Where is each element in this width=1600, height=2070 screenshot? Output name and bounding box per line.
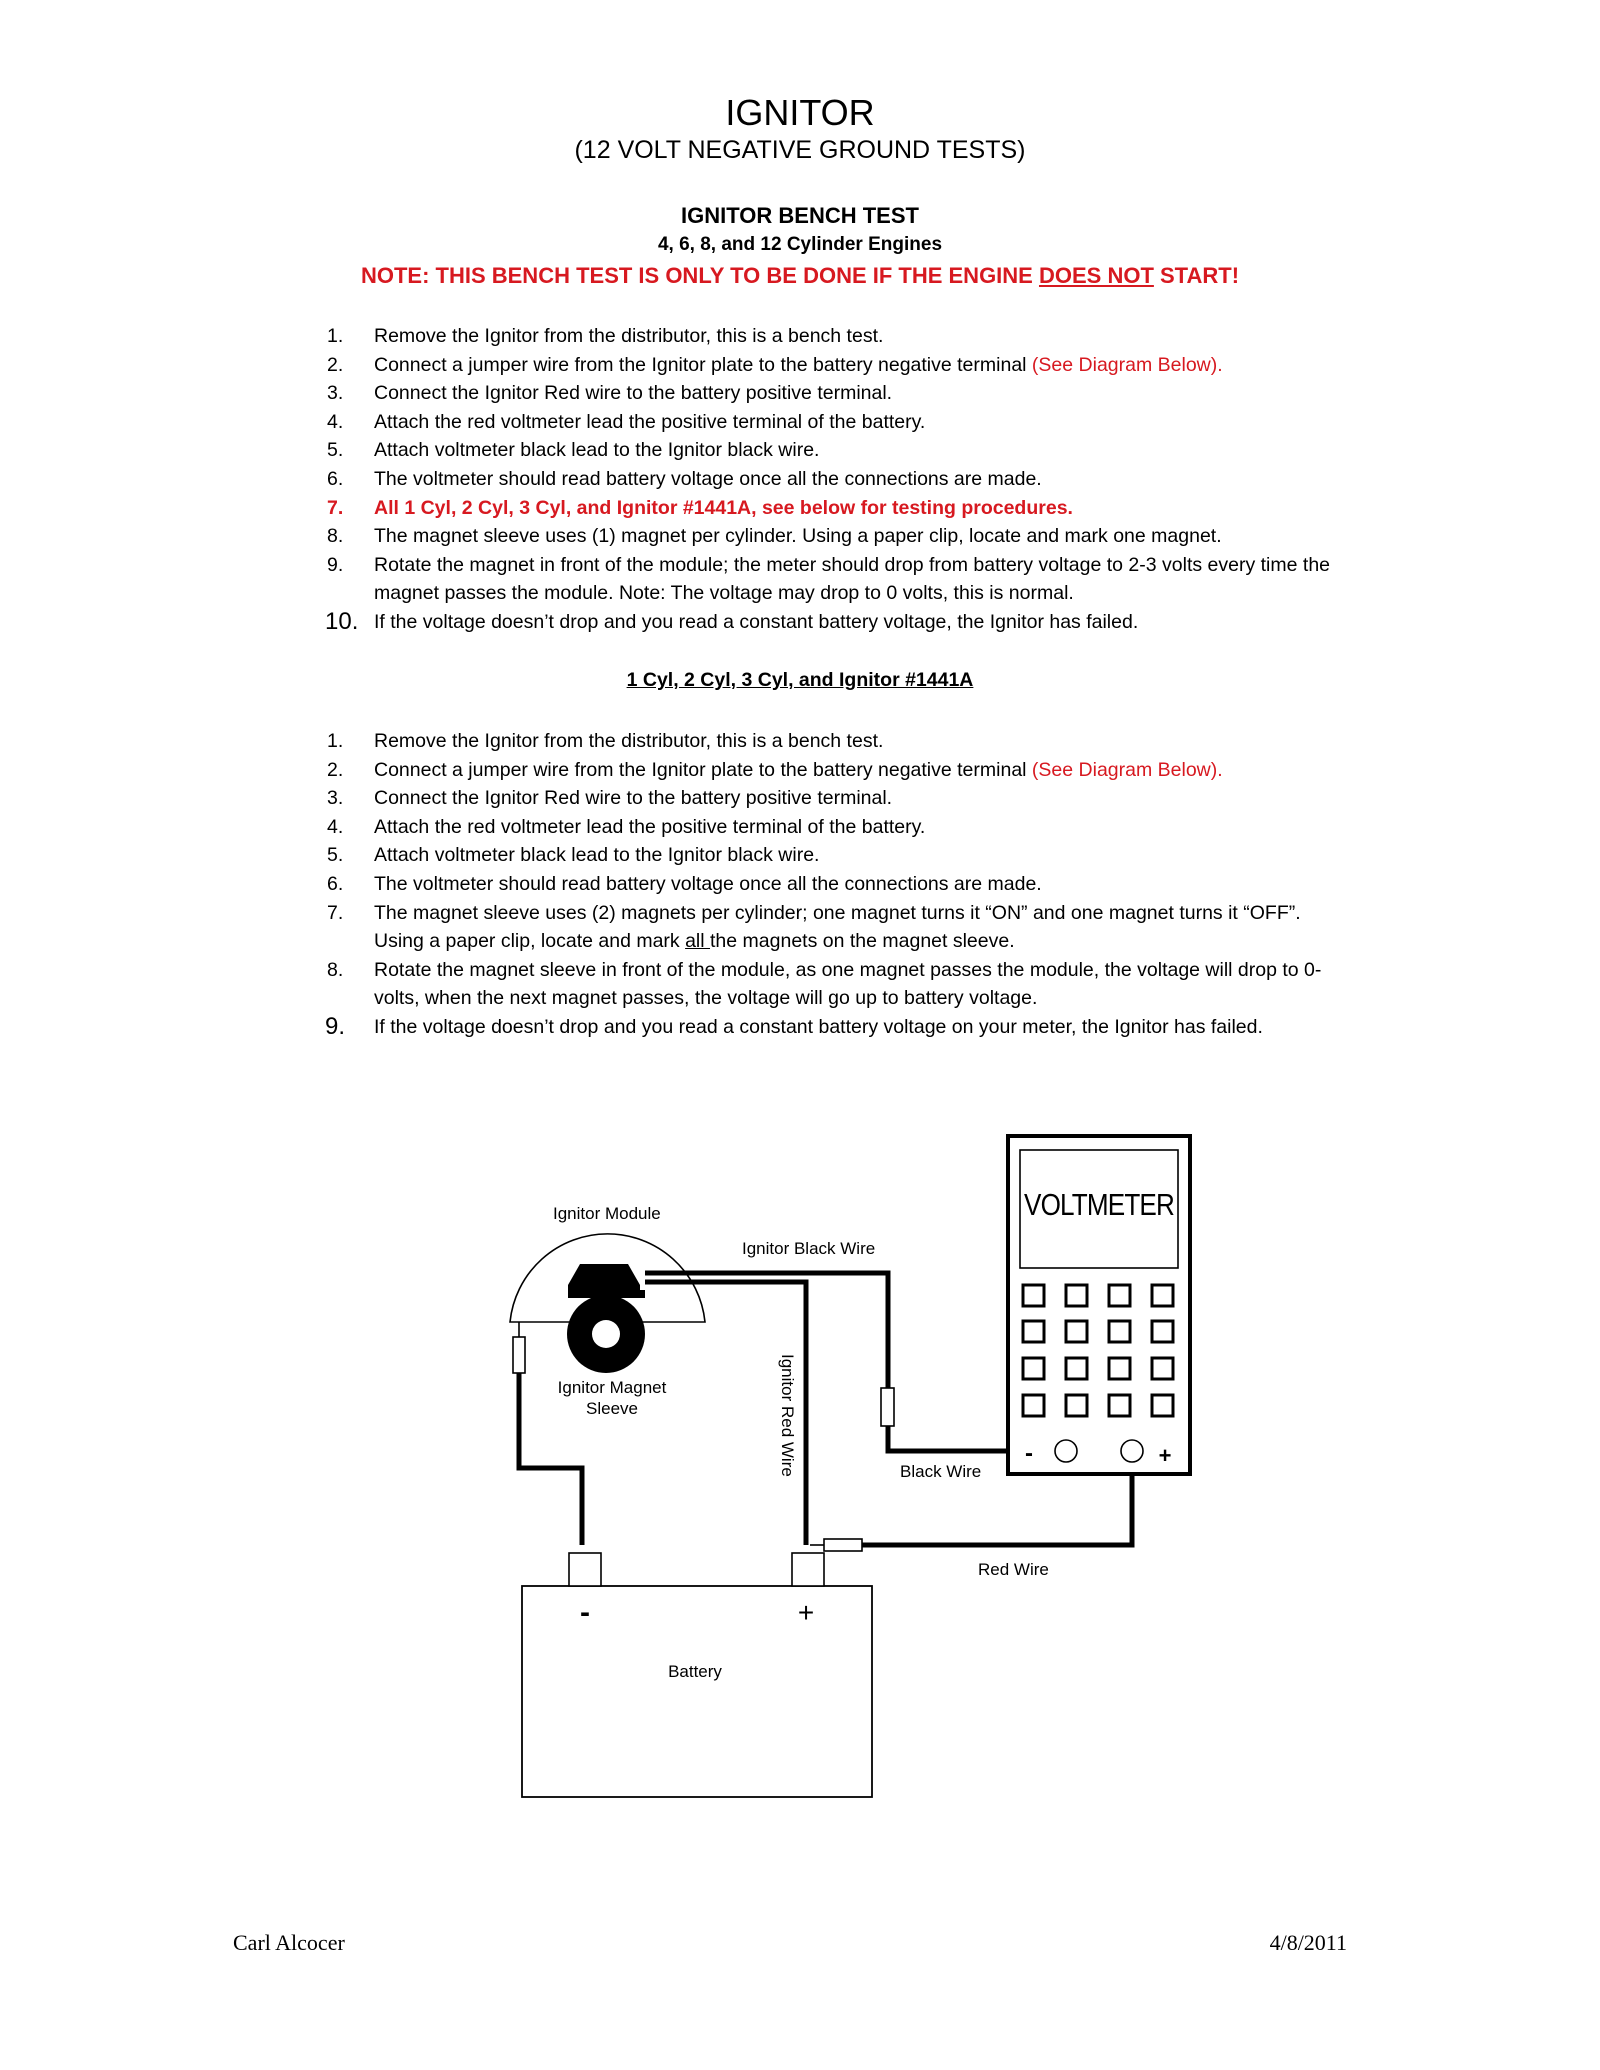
step-number: 3. [327,787,344,810]
step-number: 4. [327,410,344,433]
red-wire-connector [824,1539,862,1551]
diagram-reference: (See Diagram Below). [1031,353,1223,376]
step-number: 1. [327,325,344,347]
note-text-post: START! [1153,263,1240,288]
step-text: If the voltage doesn’t drop and you read a constant battery voltage, the Ignitor has failed. [374,610,1139,633]
plate-jumper-wire [519,1373,582,1545]
bench-test-title: IGNITOR BENCH TEST [681,203,919,228]
special-test-heading: 1 Cyl, 2 Cyl, 3 Cyl, and Ignitor #1441A [626,669,974,691]
label-ignitor-black-wire: Ignitor Black Wire [742,1239,876,1258]
label-voltmeter: VOLTMETER [1024,1187,1174,1222]
step-text: Connect a jumper wire from the Ignitor plate to the battery negative terminal [374,353,1032,376]
plate-connector [513,1337,525,1373]
step-number: 10. [325,607,359,635]
step-number: 4. [327,815,344,838]
label-battery-minus: - [580,1596,590,1629]
note-text-emphasis: DOES NOT [1038,263,1154,288]
step-text: If the voltage doesn’t drop and you read a constant battery voltage on your meter, the Ignitor has failed. [374,1015,1263,1038]
step-number: 1. [327,730,344,752]
label-meter-plus: + [1158,1443,1172,1468]
step-text: The magnet sleeve uses (1) magnet per cylinder. Using a paper clip, locate and mark one magnet. [374,525,1222,548]
step-text: The voltmeter should read battery voltage once all the connections are made. [374,872,1042,895]
label-red-wire: Red Wire [978,1560,1049,1579]
step-number: 5. [327,439,344,462]
step-text: The magnet sleeve uses (2) magnets per cylinder; one magnet turns it “ON” and one magnet turns it “OFF”. Using a paper clip, locate and mark [374,901,1301,953]
step-number: 6. [327,467,344,490]
label-ignitor-module: Ignitor Module [553,1204,661,1223]
footer-author: Carl Alcocer [233,1930,345,1955]
step-number: 5. [327,844,344,867]
step-text: the magnets on the magnet sleeve. [710,930,1015,953]
label-magnet-sleeve-line1: Ignitor Magnet [557,1378,667,1397]
step-text: All 1 Cyl, 2 Cyl, 3 Cyl, and Ignitor #1441A, see below for testing procedures. [374,496,1073,519]
battery-body [522,1586,872,1797]
note-text-pre: NOTE: THIS BENCH TEST IS ONLY TO BE DONE IF THE ENGINE [360,263,1039,288]
label-ignitor-red-wire: Ignitor Red Wire [778,1354,797,1477]
step-text: Attach voltmeter black lead to the Ignitor black wire. [374,844,820,867]
ignitor-module-block [568,1264,645,1298]
black-wire-connector [881,1388,894,1426]
step-text-underlined: all [685,930,711,953]
step-number: 8. [327,525,344,548]
step-number: 8. [327,958,344,981]
step-number: 2. [327,353,344,376]
step-text: Remove the Ignitor from the distributor, this is a bench test. [374,730,884,752]
battery-positive-terminal [792,1553,824,1586]
page-title: IGNITOR [725,92,875,133]
diagram-reference: (See Diagram Below). [1031,758,1223,781]
step-text: Connect the Ignitor Red wire to the battery positive terminal. [374,382,893,405]
footer-date: 4/8/2011 [1269,1930,1347,1955]
step-number: 3. [327,382,344,405]
magnet-sleeve-hole [592,1320,620,1348]
step-text: Attach the red voltmeter lead the positive terminal of the battery. [374,815,926,838]
step-text: Attach the red voltmeter lead the positive terminal of the battery. [374,410,926,433]
label-battery: Battery [668,1662,722,1681]
step-text: Connect a jumper wire from the Ignitor plate to the battery negative terminal [374,758,1032,781]
step-number: 9. [327,553,344,576]
step-number: 7. [327,901,344,924]
step-text: Connect the Ignitor Red wire to the battery positive terminal. [374,787,893,810]
page-subtitle: (12 VOLT NEGATIVE GROUND TESTS) [574,136,1026,164]
voltmeter-negative-jack [1055,1440,1077,1462]
label-magnet-sleeve-line2: Sleeve [586,1399,638,1418]
bench-test-subtitle: 4, 6, 8, and 12 Cylinder Engines [657,234,943,255]
label-black-wire: Black Wire [900,1462,982,1481]
step-number: 2. [327,758,344,781]
step-text: Rotate the magnet sleeve in front of the module, as one magnet passes the module, the voltage will drop to 0-volts, when the next magnet passes, the voltage will go up to battery voltage. [374,958,1322,1010]
step-number: 7. [327,496,344,519]
ignitor-black-wire [645,1273,888,1388]
label-meter-minus: - [1025,1440,1033,1467]
step-text: Remove the Ignitor from the distributor, this is a bench test. [374,325,884,347]
step-number: 6. [327,872,344,895]
step-text: Attach voltmeter black lead to the Ignitor black wire. [374,439,820,462]
step-text: The voltmeter should read battery voltage once all the connections are made. [374,467,1042,490]
step-text: Rotate the magnet in front of the module; the meter should drop from battery voltage to 2-3 volts every time the magnet passes the module. Note: The voltage may drop to 0 volts, this is normal. [374,553,1331,605]
voltmeter-positive-jack [1121,1440,1143,1462]
battery-negative-terminal [569,1553,601,1586]
label-battery-plus: + [797,1597,815,1628]
step-number: 9. [325,1012,346,1040]
